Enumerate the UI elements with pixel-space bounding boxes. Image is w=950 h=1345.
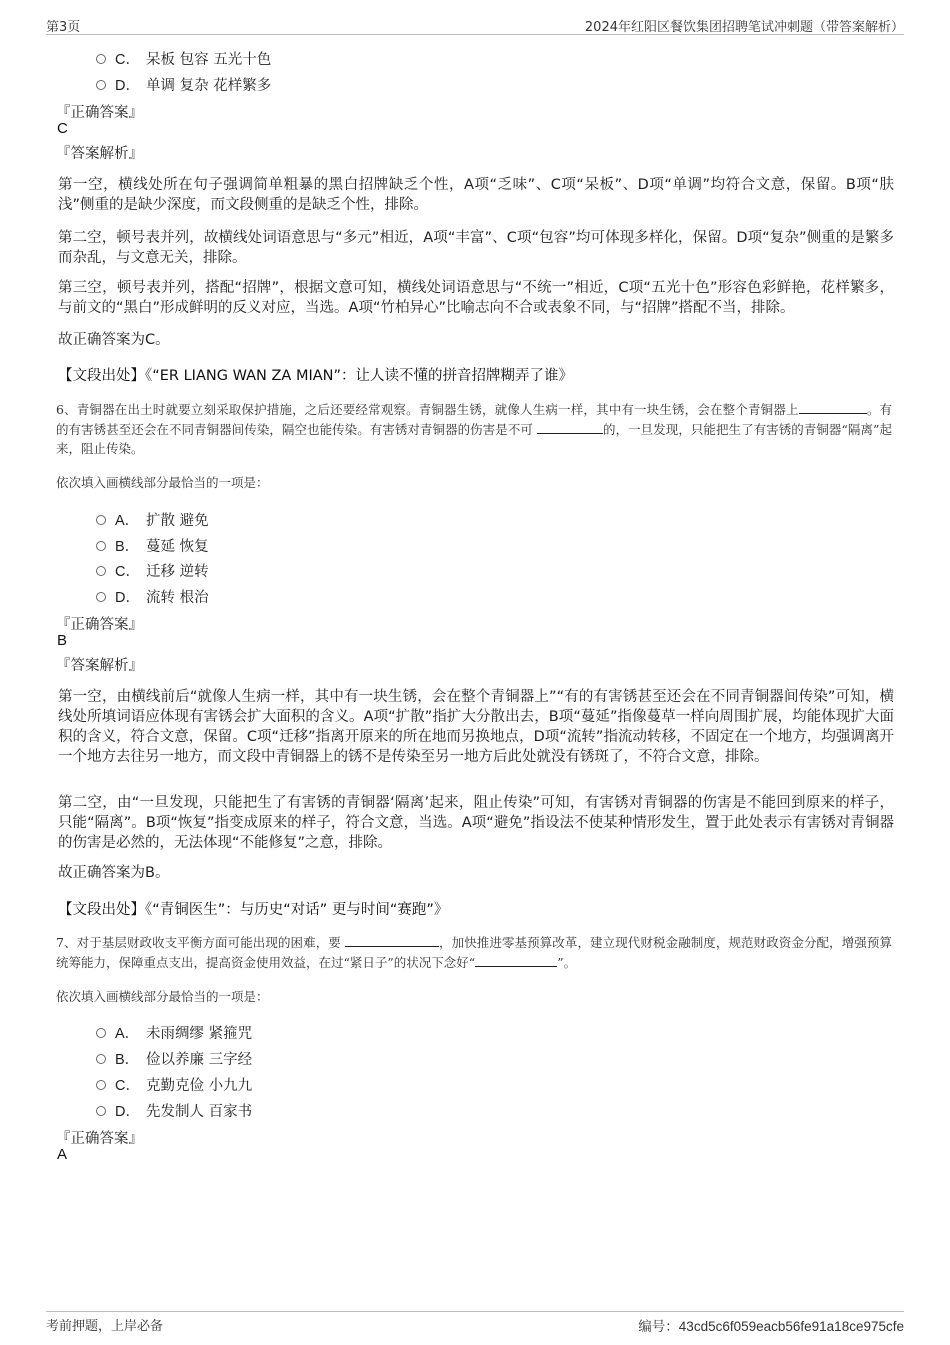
analysis-paragraph: 第三空，顿号表并列，搭配“招牌”，根据文意可知，横线处词语意思与“不统一”相近，C项“五光十色”形容色彩鲜艳，花样繁多，与前文的“黑白”形成鲜明的反义对应，当选。A项“竹柏异心”比喻志向不合或表象不同，与“招牌”搭配不当，排除。: [58, 280, 894, 316]
document-code: 编号：43cd5c6f059eacb56fe91a18ce975cfe: [638, 1319, 904, 1334]
analysis-paragraph: 第一空，横线处所在句子强调简单粗暴的黑白招牌缺乏个性，A项“乏味”、C项“呆板”、D项“单调”均符合文意，保留。B项“肤浅”侧重的是缺少深度，而文段侧重的是缺乏个性，排除。: [58, 177, 894, 213]
radio-icon[interactable]: [96, 566, 106, 576]
option-a[interactable]: A． 扩散 避免: [96, 509, 209, 530]
source-citation: 【文段出处】《“青铜医生”：与历史“对话” 更与时间“赛跑”》: [58, 902, 449, 918]
analysis-conclusion: 故正确答案为B。: [58, 865, 170, 881]
option-d[interactable]: D． 流转 根治: [96, 586, 209, 607]
fill-blank: [345, 932, 439, 947]
page-header: [46, 14, 904, 35]
option-c[interactable]: C． 克勤克俭 小九九: [96, 1074, 252, 1095]
fill-blank: [537, 419, 603, 434]
fill-blank: [799, 399, 867, 414]
option-c[interactable]: C． 呆板 包容 五光十色: [96, 48, 271, 69]
radio-icon[interactable]: [96, 1080, 106, 1090]
question-instruction: 依次填入画横线部分最恰当的一项是：: [56, 475, 269, 490]
answer-label: 『正确答案』: [56, 617, 143, 633]
document-title: 2024年红阳区餐饮集团招聘笔试冲刺题（带答案解析）: [584, 20, 904, 35]
option-c[interactable]: C． 迁移 逆转: [96, 560, 209, 581]
radio-icon[interactable]: [96, 592, 106, 602]
analysis-label: 『答案解析』: [56, 146, 143, 162]
analysis-paragraph: 第二空，由“一旦发现，只能把生了有害锈的青铜器‘隔离’起来，阻止传染”可知，有害锈对青铜器的伤害是不能回到原来的样子，只能“隔离”。B项“恢复”指变成原来的样子，符合文意，当选。A项“避免”指设法不使某种情形发生，置于此处表示有害锈对青铜器的伤害是必然的，无法体现“不能修复”之意，排除。: [58, 795, 894, 851]
option-b[interactable]: B． 蔓延 恢复: [96, 535, 209, 556]
correct-answer: C: [57, 120, 68, 137]
analysis-paragraph: 第一空，由横线前后“就像人生病一样，其中有一块生锈，会在整个青铜器上”“有的有害锈甚至还会在不同青铜器间传染”可知，横线处所填词语应体现有害锈会扩大面积的含义。A项“扩散”指扩大分散出去，B项“蔓延”指像蔓草一样向周围扩展，均能体现扩大面积的含义，符合文意，保留。C项“迁移”指离开原来的所在地而另换地点，D项“流转”指流动转移，不固定在一个地方，均强调离开一个地方去往另一地方，而文段中青铜器上的锈不是传染至另一地方后此处就没有锈斑了，不符合文意，排除。: [58, 689, 894, 765]
radio-icon[interactable]: [96, 515, 106, 525]
radio-icon[interactable]: [96, 541, 106, 551]
question-stem: 7、对于基层财政收支平衡方面可能出现的困难，要 ，加快推进零基预算改革，建立现代财税金融制度，规范财政资金分配，增强预算统筹能力，保障重点支出，提高资金使用效益，在过“紧日子”的状况下念好“ ”。: [56, 932, 892, 972]
radio-icon[interactable]: [96, 1106, 106, 1116]
option-a[interactable]: A． 未雨绸缪 紧箍咒: [96, 1022, 252, 1043]
source-citation: 【文段出处】《“ER LIANG WAN ZA MIAN”：让人读不懂的拼音招牌糊弄了谁》: [58, 368, 574, 384]
page-number: 第3页: [46, 20, 81, 35]
answer-label: 『正确答案』: [56, 1131, 143, 1147]
question-stem: 6、青铜器在出土时就要立刻采取保护措施，之后还要经常观察。青铜器生锈，就像人生病一样，其中有一块生锈，会在整个青铜器上 。有的有害锈甚至还会在不同青铜器间传染，隔空也能传染。有害锈对青铜器的伤害是不可 的，一旦发现，只能把生了有害锈的青铜器“隔离”起来，阻止传染。: [56, 399, 892, 458]
footer-slogan: 考前押题，上岸必备: [46, 1319, 164, 1334]
option-d[interactable]: D． 先发制人 百家书: [96, 1100, 252, 1121]
analysis-paragraph: 第二空，顿号表并列，故横线处词语意思与“多元”相近，A项“丰富”、C项“包容”均可体现多样化，保留。D项“复杂”侧重的是繁多而杂乱，与文意无关，排除。: [58, 230, 894, 266]
fill-blank: [475, 952, 557, 967]
analysis-label: 『答案解析』: [56, 658, 143, 674]
question-instruction: 依次填入画横线部分最恰当的一项是：: [56, 989, 269, 1004]
radio-icon[interactable]: [96, 1028, 106, 1038]
radio-icon[interactable]: [96, 54, 106, 64]
correct-answer: A: [57, 1146, 68, 1163]
analysis-conclusion: 故正确答案为C。: [58, 332, 170, 348]
correct-answer: B: [57, 632, 68, 649]
page-footer: [46, 1311, 904, 1334]
radio-icon[interactable]: [96, 80, 106, 90]
radio-icon[interactable]: [96, 1054, 106, 1064]
answer-label: 『正确答案』: [56, 105, 143, 121]
option-d[interactable]: D． 单调 复杂 花样繁多: [96, 74, 271, 95]
option-b[interactable]: B． 俭以养廉 三字经: [96, 1048, 252, 1069]
